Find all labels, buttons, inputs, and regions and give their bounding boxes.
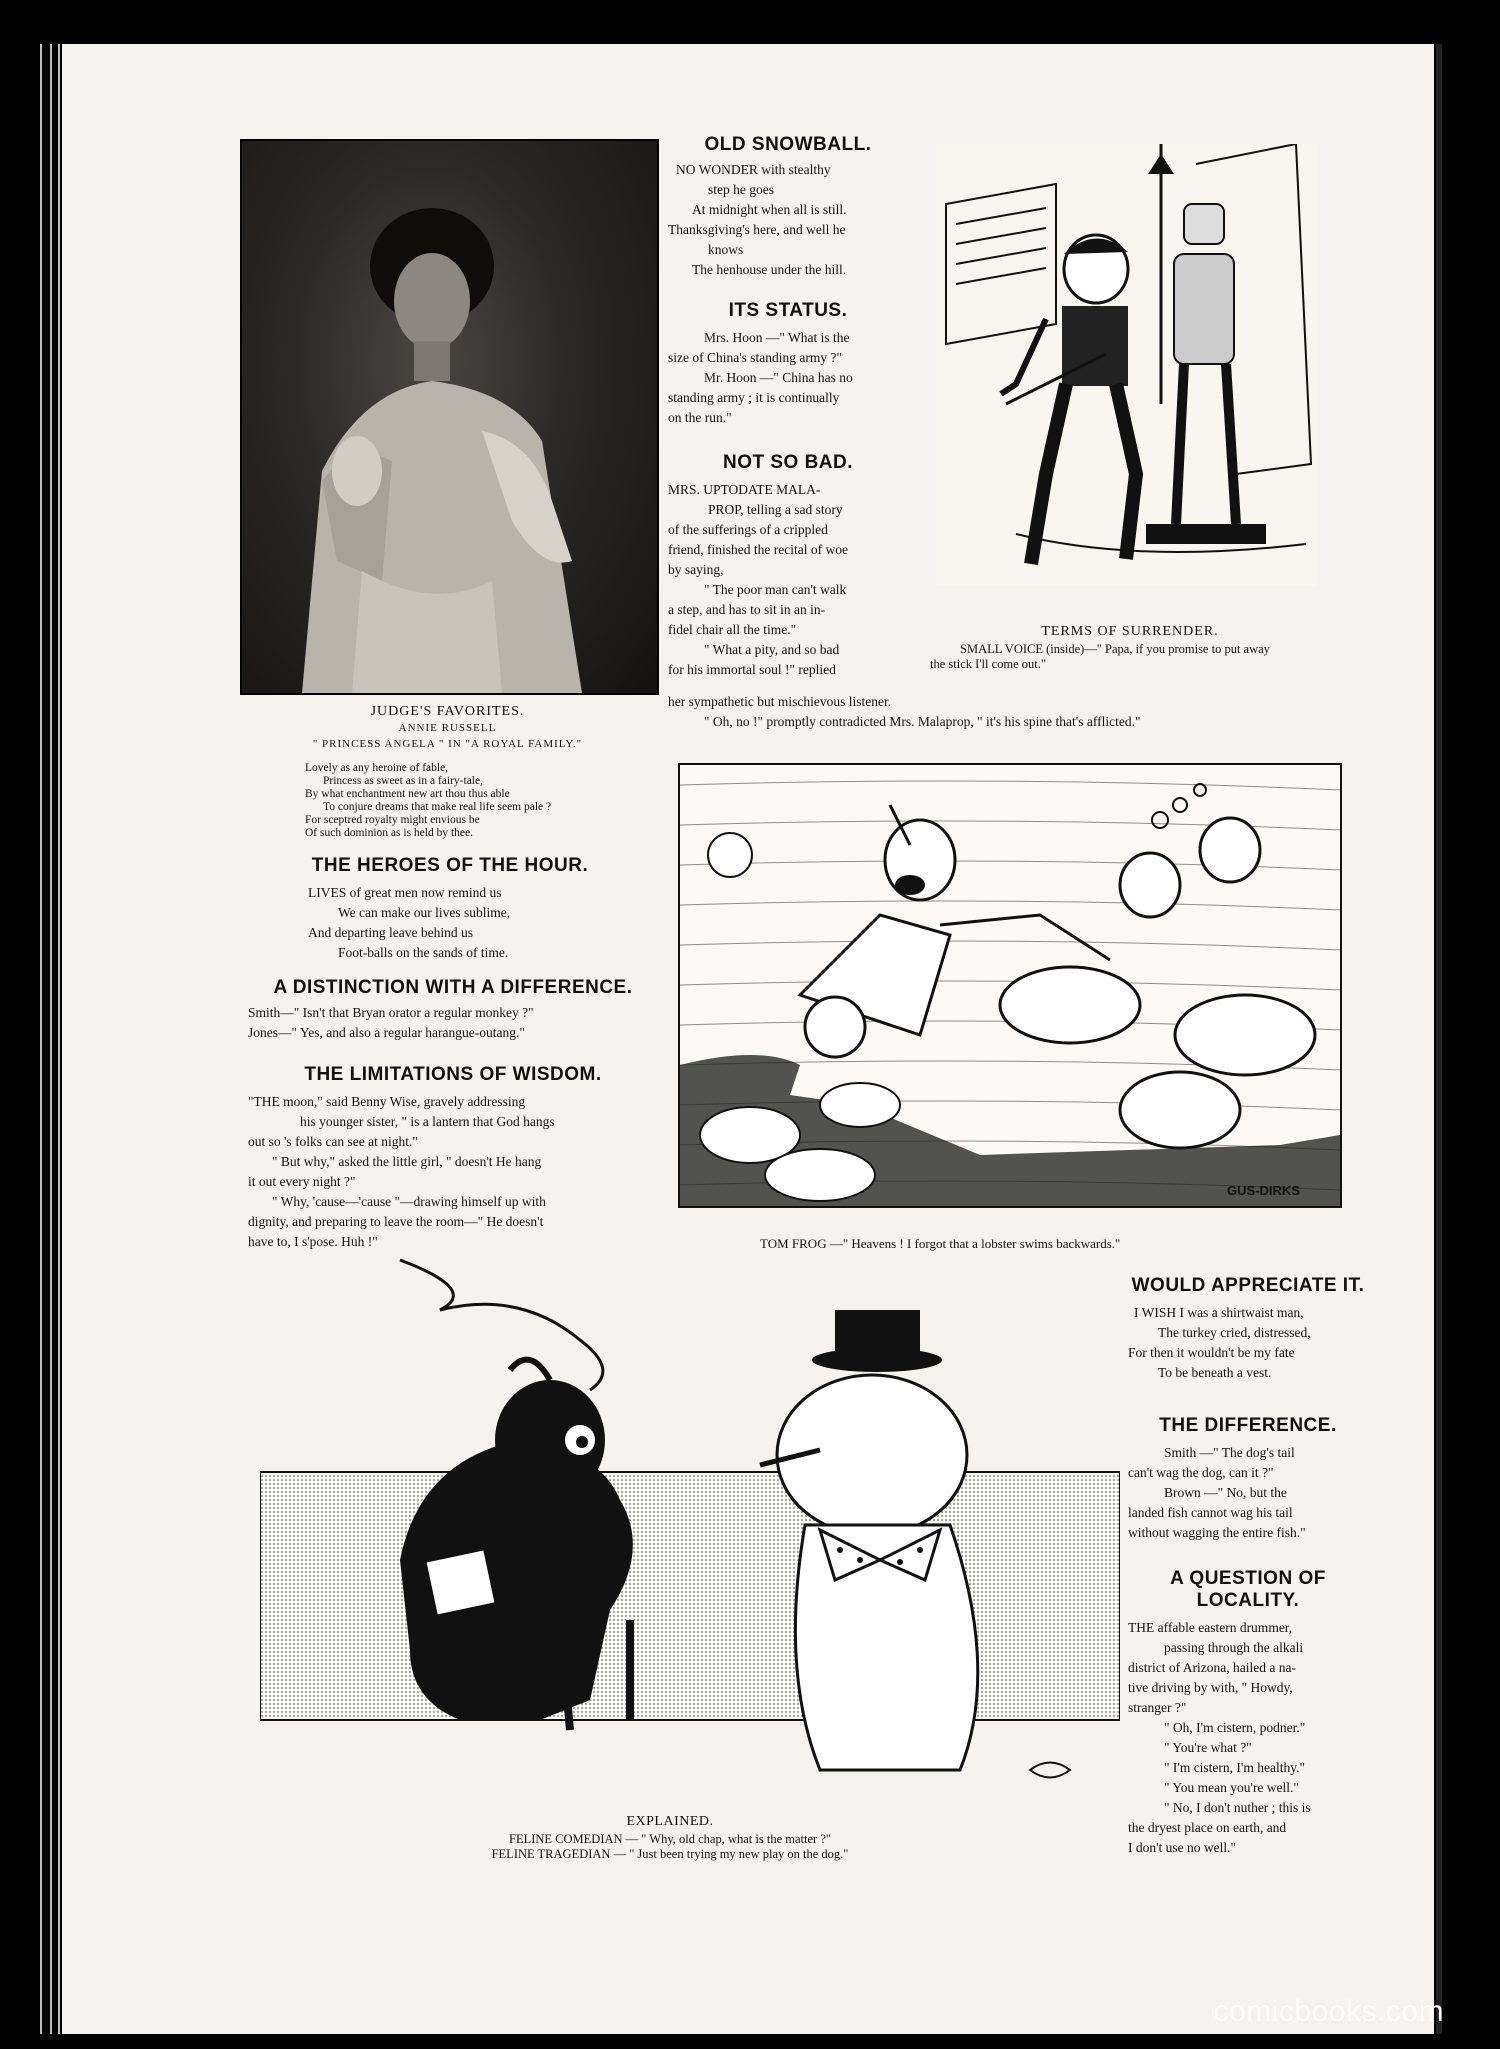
its-status-body: [668, 328, 908, 428]
verse-line: We can make our lives sublime,: [338, 904, 511, 920]
limitations-title: THE LIMITATIONS OF WISDOM.: [304, 1064, 602, 1085]
verse-line: The turkey cried, distressed,: [1158, 1324, 1311, 1340]
text-line: THE affable eastern drummer,: [1128, 1619, 1293, 1635]
text-line: " What a pity, and so bad: [704, 641, 840, 657]
old-snowball-verse: [668, 160, 908, 280]
text-line: Smith —" The dog's tail: [1164, 1444, 1295, 1460]
page-edge-line: [58, 44, 60, 2034]
the-difference-title: THE DIFFERENCE.: [1159, 1415, 1337, 1436]
text-line: Mrs. Hoon —" What is the: [704, 329, 850, 345]
verse-line: For then it wouldn't be my fate: [1128, 1344, 1295, 1360]
artist-signature: GUS-DIRKS: [1227, 1183, 1300, 1198]
text-line: " But why," asked the little girl, " doesn't He hang: [272, 1153, 542, 1169]
text-line: by saying,: [668, 561, 724, 577]
judges-favorites-title: JUDGE'S FAVORITES.: [370, 704, 525, 719]
text-line: " The poor man can't walk: [704, 581, 847, 597]
heroes-verse: [250, 883, 650, 963]
site-watermark: comicbooks.com: [1213, 1995, 1444, 2028]
text-line: passing through the alkali: [1164, 1639, 1304, 1655]
text-line: " Oh, no !" promptly contradicted Mrs. Malaprop, " it's his spine that's afflicted.": [704, 714, 1141, 729]
verse-line: To conjure dreams that make real life seem pale ?: [323, 801, 552, 813]
verse-line: Thanksgiving's here, and well he: [668, 221, 846, 237]
facing-page-edge: [1436, 44, 1442, 2034]
favorites-verse: [305, 762, 665, 840]
verse-line: Foot-balls on the sands of time.: [338, 944, 509, 960]
terms-line: the stick I'll come out.": [930, 657, 1047, 671]
text-line: on the run.": [668, 409, 732, 425]
verse-line: At midnight when all is still.: [692, 201, 847, 217]
not-so-bad-body: [668, 480, 908, 680]
verse-line: NO WONDER with stealthy: [676, 161, 831, 177]
text-line: district of Arizona, hailed a na-: [1128, 1659, 1296, 1675]
text-line: fidel chair all the time.": [668, 621, 797, 637]
text-line: dignity, and preparing to leave the room—" He doesn't: [248, 1213, 544, 1229]
verse-line: LIVES of great men now remind us: [308, 884, 502, 900]
distinction-line: Jones—" Yes, and also a regular harangue-outang.": [248, 1024, 525, 1040]
verse-line: To be beneath a vest.: [1158, 1364, 1272, 1380]
verse-line: knows: [708, 241, 744, 257]
text-line: PROP, telling a sad story: [708, 501, 843, 517]
text-line: can't wag the dog, can it ?": [1128, 1464, 1274, 1480]
verse-line: Of such dominion as is held by thee.: [305, 827, 474, 839]
text-line: the dryest place on earth, and: [1128, 1819, 1287, 1835]
would-appreciate-title: WOULD APPRECIATE IT.: [1131, 1275, 1365, 1296]
annie-russell-portrait: [240, 139, 659, 695]
heroes-title: THE HEROES OF THE HOUR.: [311, 855, 589, 876]
verse-line: step he goes: [708, 181, 774, 197]
explained-line: FELINE COMEDIAN — " Why, old chap, what is the matter ?": [509, 1832, 831, 1846]
terms-line: SMALL VOICE (inside)—" Papa, if you promise to put away: [960, 642, 1270, 656]
text-line: out so 's folks can see at night.": [248, 1133, 418, 1149]
verse-line: Princess as sweet as in a fairy-tale,: [323, 775, 483, 787]
text-line: " Oh, I'm cistern, podner.": [1164, 1719, 1306, 1735]
its-status-title: ITS STATUS.: [728, 300, 848, 321]
portrait-figure: [242, 141, 657, 693]
text-line: " You mean you're well.": [1164, 1779, 1299, 1795]
actress-role: " PRINCESS ANGELA " IN "A ROYAL FAMILY.": [312, 738, 583, 750]
text-line: " No, I don't nuther ; this is: [1164, 1799, 1311, 1815]
verse-line: For sceptred royalty might envious be: [305, 814, 480, 826]
explained-line: FELINE TRAGEDIAN — " Just been trying my new play on the dog.": [491, 1847, 849, 1861]
text-line: stranger ?": [1128, 1699, 1187, 1715]
text-line: Brown —" No, but the: [1164, 1484, 1287, 1500]
text-line: MRS. UPTODATE MALA-: [668, 481, 821, 497]
text-line: " Why, 'cause—'cause "—drawing himself up with: [272, 1193, 546, 1209]
page-edge-line: [40, 44, 42, 2034]
would-appreciate-verse: [1128, 1303, 1368, 1383]
old-snowball-title: OLD SNOWBALL.: [704, 134, 872, 155]
text-line: landed fish cannot wag his tail: [1128, 1504, 1293, 1520]
text-line: her sympathetic but mischievous listener.: [668, 694, 892, 709]
text-line: it out every night ?": [248, 1173, 356, 1189]
text-line: Mr. Hoon —" China has no: [704, 369, 853, 385]
frog-lobster-cartoon: [678, 763, 1342, 1208]
text-line: standing army ; it is continually: [668, 389, 840, 405]
text-line: friend, finished the recital of woe: [668, 541, 848, 557]
frog-caption: TOM FROG —" Heavens ! I forgot that a lobster swims backwards.": [760, 1236, 1121, 1251]
terms-of-surrender-illustration: [936, 144, 1318, 586]
text-line: a step, and has to sit in an in-: [668, 601, 826, 617]
actress-name: ANNIE RUSSELL: [398, 722, 497, 734]
text-line: "THE moon," said Benny Wise, gravely addressing: [248, 1093, 526, 1109]
text-line: without wagging the entire fish.": [1128, 1524, 1306, 1540]
the-difference-body: [1128, 1443, 1368, 1543]
terms-title: TERMS OF SURRENDER.: [1041, 624, 1219, 639]
explained-title: EXPLAINED.: [626, 1814, 714, 1829]
text-line: his younger sister, " is a lantern that God hangs: [300, 1113, 555, 1129]
distinction-title: A DISTINCTION WITH A DIFFERENCE.: [273, 977, 633, 998]
text-line: have to, I s'pose. Huh !": [248, 1233, 378, 1249]
text-line: " I'm cistern, I'm healthy.": [1164, 1759, 1305, 1775]
explained-cartoon: [260, 1250, 1120, 1810]
text-line: size of China's standing army ?": [668, 349, 843, 365]
verse-line: By what enchantment new art thou thus able: [305, 788, 510, 800]
locality-body: [1128, 1618, 1368, 1858]
text-line: for his immortal soul !" replied: [668, 661, 836, 677]
distinction-line: Smith—" Isn't that Bryan orator a regular monkey ?": [248, 1004, 534, 1020]
text-line: tive driving by with, " Howdy,: [1128, 1679, 1293, 1695]
locality-title: A QUESTION OF LOCALITY.: [1170, 1568, 1326, 1611]
not-so-bad-ending: [668, 692, 1388, 732]
verse-line: The henhouse under the hill.: [692, 261, 847, 277]
limitations-body: [248, 1092, 658, 1252]
verse-line: I WISH I was a shirtwaist man,: [1134, 1304, 1304, 1320]
page-edge-line: [50, 44, 52, 2034]
text-line: I don't use no well.": [1128, 1839, 1237, 1855]
verse-line: And departing leave behind us: [308, 924, 473, 940]
not-so-bad-title: NOT SO BAD.: [722, 452, 854, 473]
verse-line: Lovely as any heroine of fable,: [305, 762, 449, 774]
text-line: of the sufferings of a crippled: [668, 521, 828, 537]
text-line: " You're what ?": [1164, 1739, 1252, 1755]
